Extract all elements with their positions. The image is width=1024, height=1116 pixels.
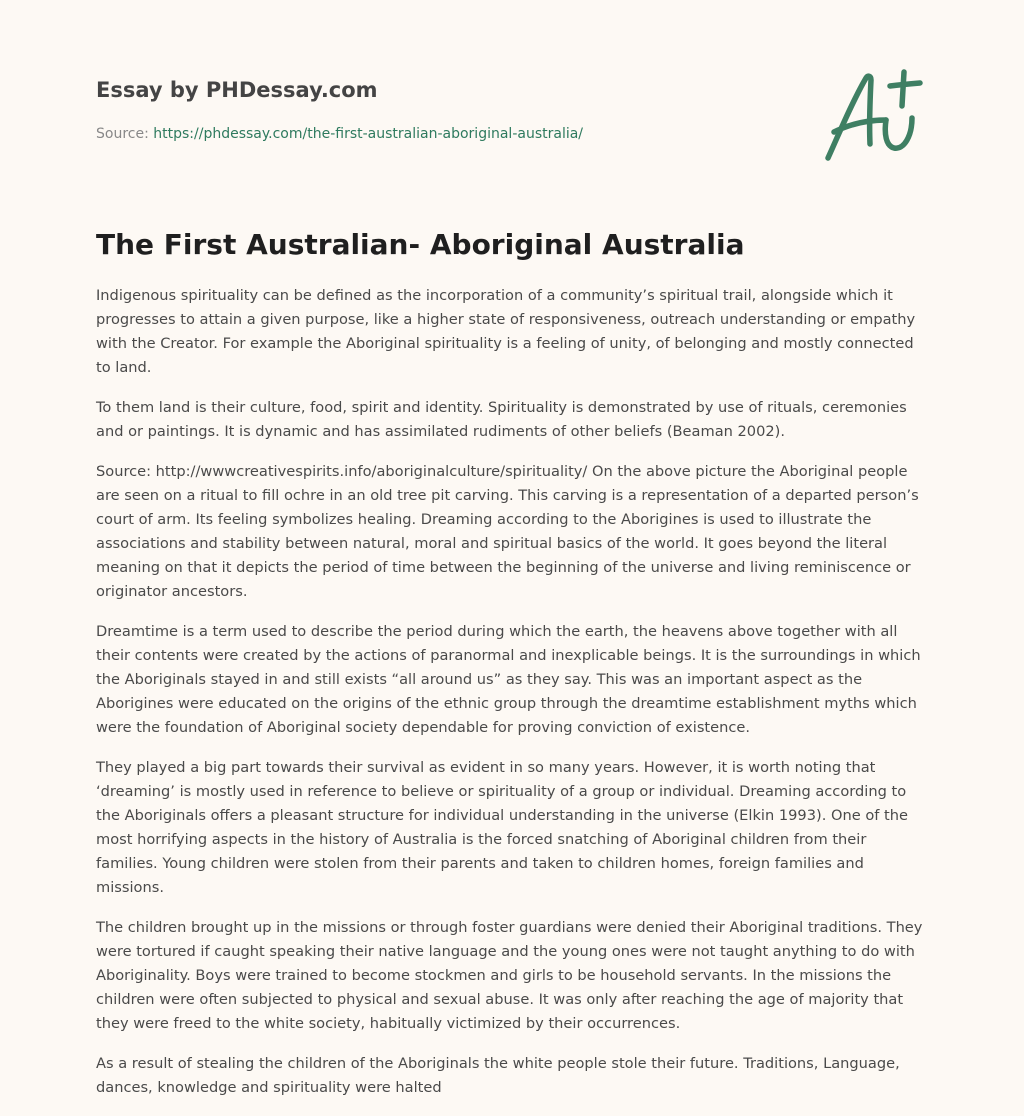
article-title: The First Australian- Aboriginal Australia xyxy=(96,228,745,261)
a-plus-logo-icon xyxy=(820,66,930,166)
source-line xyxy=(96,124,796,144)
source-label: Source: xyxy=(96,126,149,142)
site-brand: Essay by PHDessay.com xyxy=(96,78,378,102)
paragraph: The children brought up in the missions or through foster guardians were denied their Aboriginal traditions. They were tortured if caught speaking their native language and the young ones were not taught anything to do with Aboriginality. Boys were trained to become stockmen and girls to be household servants. In the missions the children were often subjected to physical and sexual abuse. It was only after reaching the age of majority that they were freed to the white society, habitually victimized by their occurrences. xyxy=(96,919,923,1032)
paragraph: To them land is their culture, food, spirit and identity. Spirituality is demonstrated by use of rituals, ceremonies and or paintings. It is dynamic and has assimilated rudiments of other beliefs (Beaman 2002). xyxy=(96,399,907,440)
paragraph: Dreamtime is a term used to describe the period during which the earth, the heavens above together with all their contents were created by the actions of paranormal and inexplicable beings. It is the surroundings in which the Aboriginals stayed in and still exists “all around us” as they say. This was an important aspect as the Aborigines were educated on the origins of the ethnic group through the dreamtime establishment myths which were the foundation of Aboriginal society dependable for proving conviction of existence. xyxy=(96,623,921,736)
article-body xyxy=(96,284,932,1116)
paragraph: They played a big part towards their survival as evident in so many years. However, it is worth noting that ‘dreaming’ is mostly used in reference to believe or spirituality of a group or individual. Dreaming according to the Aboriginals offers a pleasant structure for individual understanding in the universe (Elkin 1993). One of the most horrifying aspects in the history of Australia is the forced snatching of Aboriginal children from their families. Young children were stolen from their parents and taken to children homes, foreign families and missions. xyxy=(96,759,908,896)
header xyxy=(96,76,796,144)
paragraph: Indigenous spirituality can be defined as the incorporation of a community’s spiritual trail, alongside which it progresses to attain a given purpose, like a higher state of responsiveness, outreach understanding or empathy with the Creator. For example the Aboriginal spirituality is a feeling of unity, of belonging and mostly connected to land. xyxy=(96,287,916,376)
paragraph: As a result of stealing the children of the Aboriginals the white people stole their future. Traditions, Language, dances, knowledge and spirituality were halted xyxy=(96,1055,900,1096)
paragraph: Source: http://wwwcreativespirits.info/aboriginalculture/spirituality/ On the above picture the Aboriginal people are seen on a ritual to fill ochre in an old tree pit carving. This carving is a representation of a departed person’s court of arm. Its feeling symbolizes healing. Dreaming according to the Aborigines is used to illustrate the associations and stability between natural, moral and spiritual basics of the world. It goes beyond the literal meaning on that it depicts the period of time between the beginning of the universe and living reminiscence or originator ancestors. xyxy=(96,463,919,600)
source-link[interactable]: https://phdessay.com/the-first-australian-aboriginal-australia/ xyxy=(153,126,584,142)
